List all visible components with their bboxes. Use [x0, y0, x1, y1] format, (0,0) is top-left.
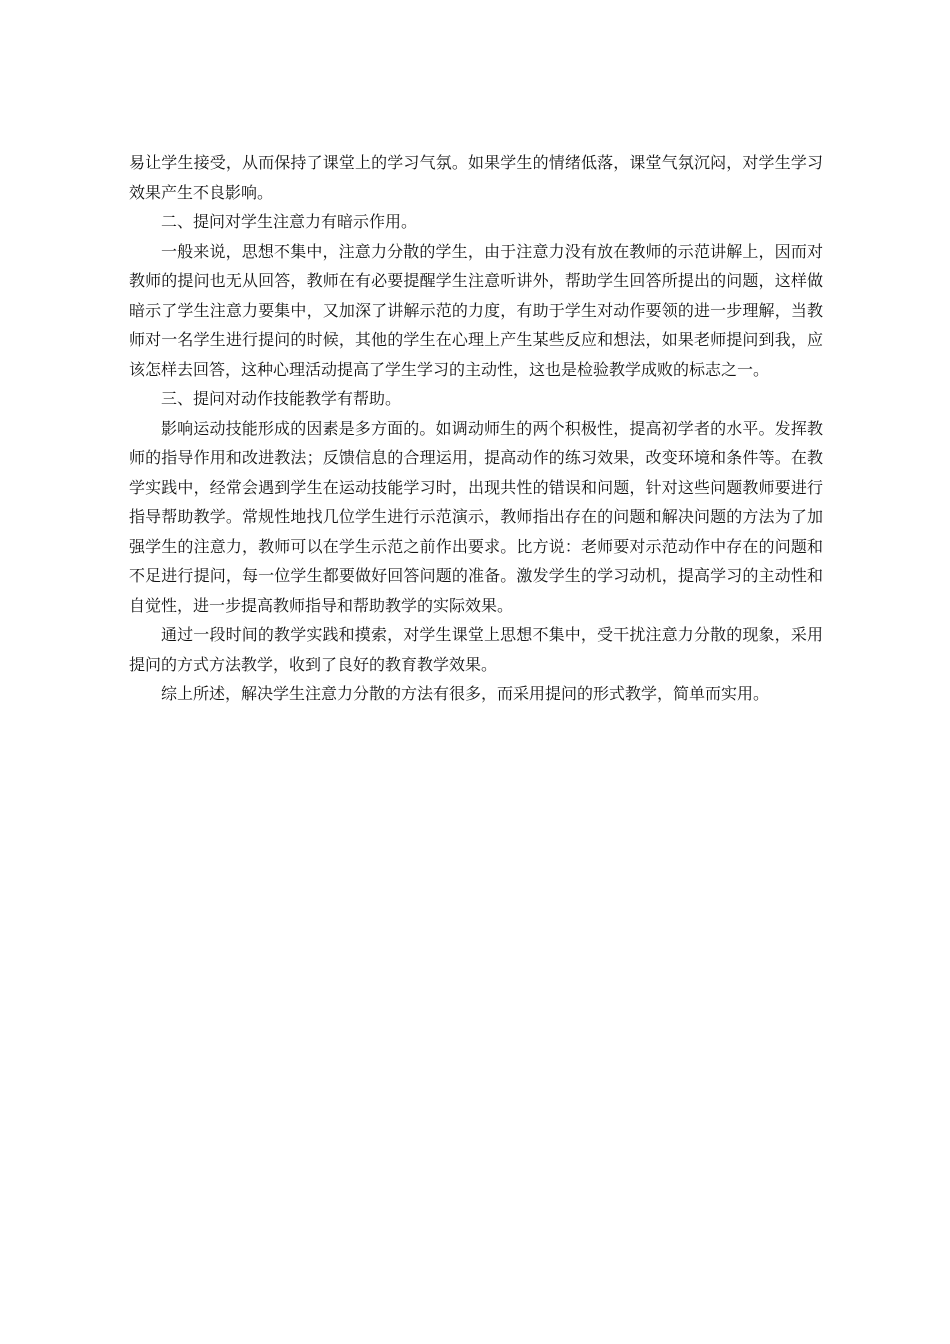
paragraph-section-3: 影响运动技能形成的因素是多方面的。如调动师生的两个积极性，提高初学者的水平。发挥教师的指导作用和改进教法；反馈信息的合理运用，提高动作的练习效果，改变环境和条件等。在教学实践中，经常会遇到学生在运动技能学习时，出现共性的错误和问题，针对这些问题教师要进行指导帮助教学。常规性地找几位学生进行示范演示，教师指出存在的问题和解决问题的方法为了加强学生的注意力，教师可以在学生示范之前作出要求。比方说：老师要对示范动作中存在的问题和不足进行提问，每一位学生都要做好回答问题的准备。激发学生的学习动机，提高学习的主动性和自觉性，进一步提高教师指导和帮助教学的实际效果。 [129, 418, 823, 615]
paragraph-section-2: 一般来说，思想不集中，注意力分散的学生，由于注意力没有放在教师的示范讲解上，因而对教师的提问也无从回答，教师在有必要提醒学生注意听讲外，帮助学生回答所提出的问题，这样做暗示了学生注意力要集中，又加深了讲解示范的力度，有助于学生对动作要领的进一步理解，当教师对一名学生进行提问的时候，其他的学生在心理上产生某些反应和想法，如果老师提问到我，应该怎样去回答，这种心理活动提高了学生学习的主动性，这也是检验教学成败的标志之一。 [129, 241, 823, 379]
section-heading-2: 二、提问对学生注意力有暗示作用。 [161, 212, 418, 231]
paragraph-practice: 通过一段时间的教学实践和摸索，对学生课堂上思想不集中，受干扰注意力分散的现象，采用提问的方式方法教学，收到了良好的教育教学效果。 [129, 625, 823, 674]
paragraph-conclusion: 综上所述，解决学生注意力分散的方法有很多，而采用提问的形式教学，简单而实用。 [161, 684, 770, 703]
paragraph-continued: 易让学生接受，从而保持了课堂上的学习气氛。如果学生的情绪低落，课堂气氛沉闷，对学生学习效果产生不良影响。 [129, 153, 823, 202]
section-heading-3: 三、提问对动作技能教学有帮助。 [161, 389, 402, 408]
document-body [129, 148, 823, 709]
